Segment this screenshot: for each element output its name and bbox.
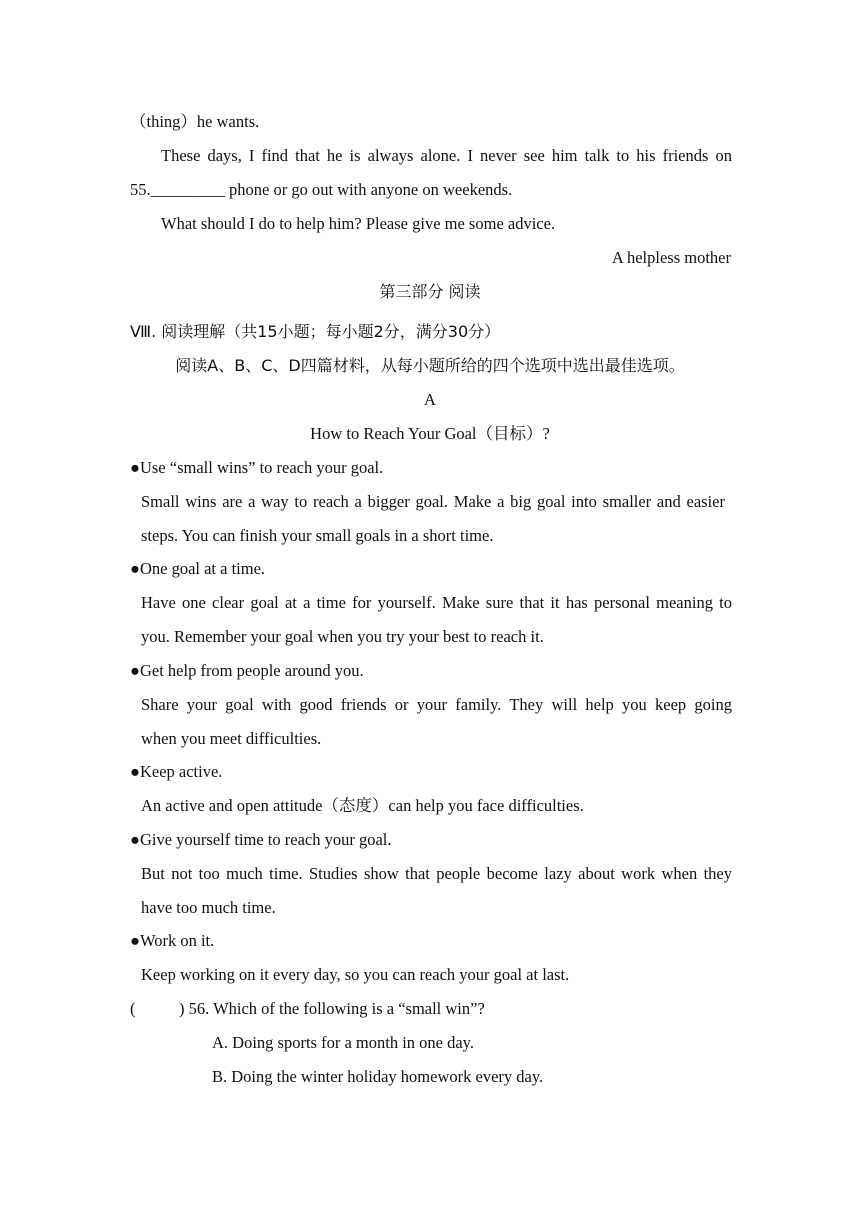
tip-heading: ●One goal at a time. bbox=[130, 559, 266, 578]
tip-heading: ●Give yourself time to reach your goal. bbox=[130, 830, 392, 849]
tip-heading: ●Keep active. bbox=[130, 762, 223, 781]
tip-body-line: Keep working on it every day, so you can reach your goal at last. bbox=[141, 965, 570, 984]
passage-line: （thing）he wants. bbox=[130, 112, 260, 131]
answer-bracket-open: ( bbox=[130, 999, 136, 1018]
section-instruction: 阅读A、B、C、D四篇材料，从每小题所给的四个选项中选出最佳选项。 bbox=[175, 356, 685, 375]
tip-body-line: Small wins are a way to reach a bigger goal. Make a big goal into smaller and easier bbox=[141, 492, 725, 511]
letter-signature: A helpless mother bbox=[611, 248, 731, 267]
tip-body-line: An active and open attitude（态度）can help you face difficulties. bbox=[141, 796, 584, 815]
passage-line: These days, I find that he is always alone. I never see him talk to his friends on bbox=[161, 146, 732, 165]
question-prompt: ) 56. Which of the following is a “small win”? bbox=[179, 999, 485, 1018]
tip-heading: ●Work on it. bbox=[130, 931, 215, 950]
part-title: 第三部分 阅读 bbox=[379, 282, 481, 301]
answer-option: B. Doing the winter holiday homework every day. bbox=[212, 1067, 544, 1086]
tip-body-line: But not too much time. Studies show that people become lazy about work when they bbox=[141, 864, 732, 883]
passage-line: 55._________ phone or go out with anyone on weekends. bbox=[130, 180, 513, 199]
tip-body-line: when you meet difficulties. bbox=[141, 729, 322, 748]
tip-body-line: you. Remember your goal when you try your best to reach it. bbox=[141, 627, 544, 646]
tip-heading: ●Get help from people around you. bbox=[130, 661, 364, 680]
tip-body-line: Have one clear goal at a time for yourself. Make sure that it has personal meaning to bbox=[141, 593, 732, 612]
section-heading: Ⅷ. 阅读理解（共15小题；每小题2分，满分30分） bbox=[130, 322, 501, 341]
article-title: How to Reach Your Goal（目标）? bbox=[310, 424, 550, 443]
passage-line: What should I do to help him? Please give me some advice. bbox=[161, 214, 556, 233]
tip-body-line: steps. You can finish your small goals in a short time. bbox=[141, 526, 494, 545]
tip-body-line: Share your goal with good friends or your family. They will help you keep going bbox=[141, 695, 732, 714]
tip-body-line: have too much time. bbox=[141, 898, 276, 917]
answer-option: A. Doing sports for a month in one day. bbox=[212, 1033, 474, 1052]
tip-heading: ●Use “small wins” to reach your goal. bbox=[130, 458, 384, 477]
article-letter: A bbox=[424, 390, 436, 409]
